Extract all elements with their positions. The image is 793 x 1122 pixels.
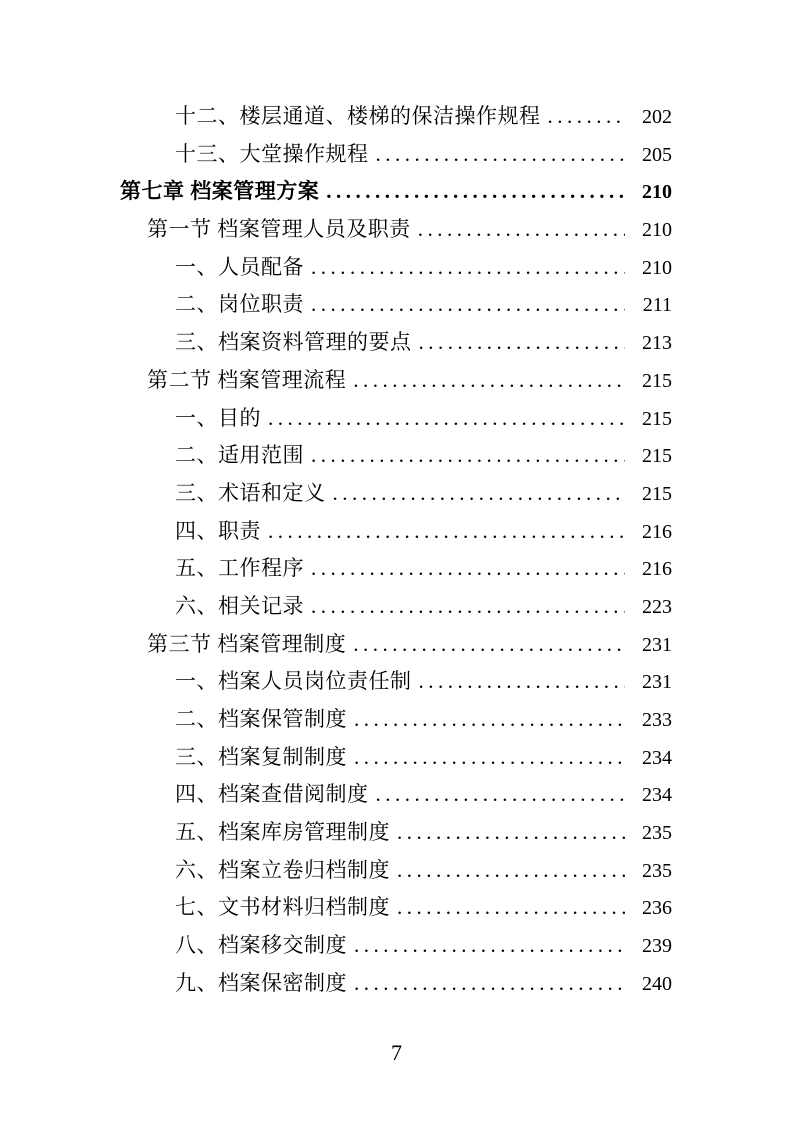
toc-entry — [120, 778, 672, 816]
toc-dot-leader — [548, 104, 626, 125]
toc-entry-title: 第七章 档案管理方案 — [120, 179, 320, 204]
toc-entry-page-number: 234 — [642, 784, 672, 807]
toc-entry-page-number: 215 — [642, 369, 672, 392]
toc-entry-title: 三、档案复制制度 — [175, 744, 347, 769]
toc-entry — [120, 854, 672, 892]
toc-entry-page-number: 235 — [642, 822, 672, 845]
toc-entry-page-number: 240 — [642, 972, 672, 995]
toc-entry-page-number: 215 — [642, 407, 672, 430]
toc-entry — [120, 251, 672, 289]
toc-dot-leader — [311, 443, 625, 464]
toc-entry-page-number: 233 — [642, 709, 672, 731]
toc-dot-leader — [397, 895, 625, 916]
toc-entry-page-number: 202 — [642, 106, 672, 128]
toc-entry-page-number: 210 — [642, 181, 672, 204]
toc-dot-leader — [354, 707, 625, 728]
toc-entry-page-number: 231 — [642, 633, 672, 656]
toc-entry-section — [120, 628, 672, 666]
toc-entry — [120, 439, 672, 477]
toc-entry — [120, 515, 672, 553]
toc-entry — [120, 816, 672, 854]
toc-entry — [120, 138, 672, 176]
toc-dot-leader — [311, 556, 625, 577]
toc-entry-page-number: 235 — [642, 859, 672, 882]
toc-entry-title: 六、档案立卷归档制度 — [175, 857, 390, 882]
toc-entry-title: 三、术语和定义 — [175, 480, 326, 505]
toc-dot-leader — [311, 255, 625, 276]
toc-entry-page-number: 231 — [642, 671, 672, 694]
toc-entry — [120, 741, 672, 779]
toc-entry-page-number: 236 — [642, 897, 672, 920]
toc-dot-leader — [419, 669, 626, 690]
toc-dot-leader — [397, 820, 625, 841]
toc-entry — [120, 665, 672, 703]
toc-entry-section — [120, 213, 672, 251]
page-number-footer: 7 — [391, 1040, 402, 1065]
toc-entry — [120, 552, 672, 590]
toc-entry-page-number: 215 — [642, 482, 672, 505]
toc-dot-leader — [376, 142, 626, 163]
toc-entry-title: 第三节 档案管理制度 — [147, 631, 347, 656]
toc-entry-page-number: 216 — [642, 520, 672, 543]
toc-entry-page-number: 234 — [642, 746, 672, 769]
toc-entry — [120, 703, 672, 741]
toc-dot-leader — [418, 217, 625, 238]
toc-dot-leader — [419, 330, 626, 351]
toc-entry — [120, 929, 672, 967]
toc-entry-chapter — [120, 175, 672, 213]
toc-entry-title: 五、工作程序 — [175, 556, 304, 581]
toc-entry-page-number: 205 — [642, 143, 672, 166]
toc-dot-leader — [268, 519, 625, 540]
toc-dot-leader — [326, 179, 625, 200]
toc-entry-title: 二、适用范围 — [175, 443, 304, 468]
toc-entry-title: 一、档案人员岗位责任制 — [175, 669, 412, 694]
toc-entry-title: 八、档案移交制度 — [175, 933, 347, 958]
toc-dot-leader — [353, 632, 625, 653]
toc-entry-page-number: 215 — [642, 445, 672, 468]
toc-entry-title: 十三、大堂操作规程 — [175, 141, 369, 166]
toc-entry — [120, 967, 672, 1005]
toc-dot-leader — [333, 481, 626, 502]
toc-entry — [120, 891, 672, 929]
toc-entry — [120, 100, 672, 138]
toc-entry-page-number: 213 — [642, 332, 672, 355]
toc-entry-title: 三、档案资料管理的要点 — [175, 330, 412, 355]
toc-entry-page-number: 210 — [642, 256, 672, 279]
toc-entry — [120, 288, 672, 326]
toc-entry-title: 四、职责 — [175, 518, 261, 543]
toc-entry-title: 四、档案查借阅制度 — [175, 782, 369, 807]
toc-dot-leader — [311, 292, 625, 313]
toc-entry-title: 一、人员配备 — [175, 254, 304, 279]
toc-entry — [120, 402, 672, 440]
toc-entry-page-number: 239 — [642, 935, 672, 958]
toc-entry-title: 十二、楼层通道、楼梯的保洁操作规程 — [175, 104, 541, 128]
toc-entry-title: 二、岗位职责 — [175, 292, 304, 317]
toc-entry-title: 五、档案库房管理制度 — [175, 820, 390, 845]
toc-entry-page-number: 210 — [642, 219, 672, 242]
toc-entry — [120, 477, 672, 515]
toc-entry-section — [120, 364, 672, 402]
toc-dot-leader — [268, 406, 625, 427]
toc-entry — [120, 326, 672, 364]
toc-entry-title: 一、目的 — [175, 405, 261, 430]
toc-entry-title: 六、相关记录 — [175, 593, 304, 618]
toc-dot-leader — [311, 594, 625, 615]
toc-entry-title: 第一节 档案管理人员及职责 — [147, 217, 411, 242]
toc-entry-title: 九、档案保密制度 — [175, 970, 347, 995]
toc-dot-leader — [354, 745, 625, 766]
toc-entry-title: 第二节 档案管理流程 — [147, 367, 347, 392]
toc-entry-title: 七、文书材料归档制度 — [175, 895, 390, 920]
toc-entry-title: 二、档案保管制度 — [175, 707, 347, 731]
toc-entry-page-number: 211 — [642, 294, 672, 317]
toc-entry — [120, 590, 672, 628]
toc-entry-page-number: 223 — [642, 595, 672, 618]
toc-entry-page-number: 216 — [642, 558, 672, 581]
toc-dot-leader — [354, 971, 625, 992]
toc-dot-leader — [397, 858, 625, 879]
toc-dot-leader — [354, 933, 625, 954]
toc-dot-leader — [353, 368, 625, 389]
toc-dot-leader — [376, 782, 626, 803]
